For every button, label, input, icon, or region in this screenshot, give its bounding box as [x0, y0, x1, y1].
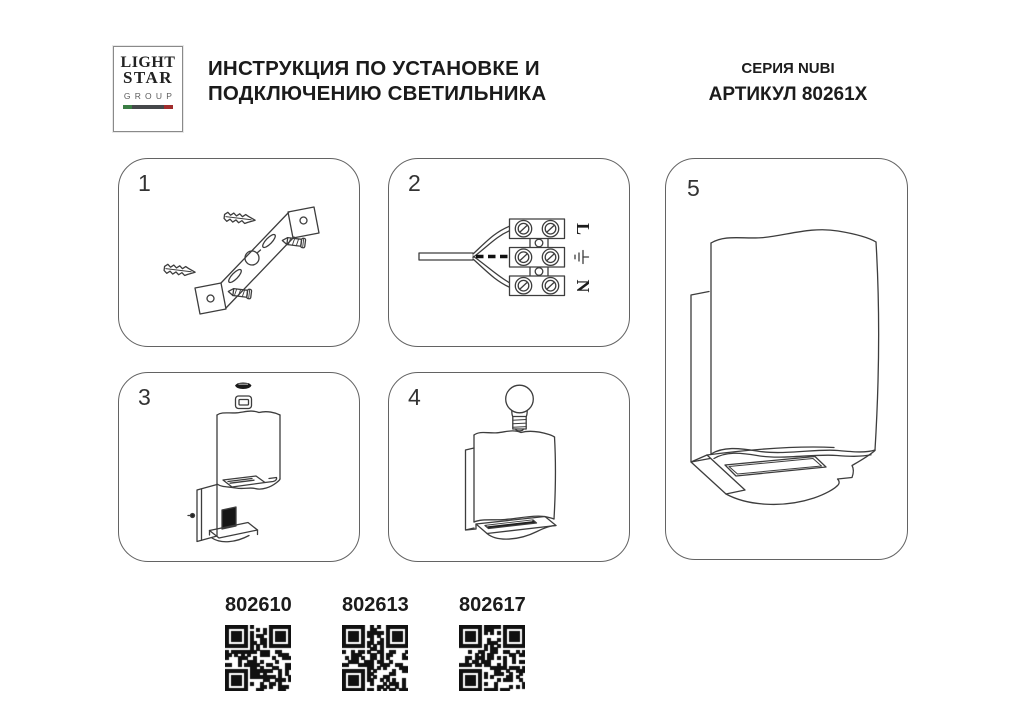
article-label: АРТИКУЛ 80261X [708, 84, 868, 105]
logo-word-star: STAR [122, 68, 174, 87]
step-panel-2 [388, 158, 630, 347]
qr-code [459, 625, 525, 691]
step-panel-1 [118, 158, 360, 347]
wall-dowel-icon [224, 212, 256, 225]
wiring-drawing [389, 159, 629, 346]
title-line-1: ИНСТРУКЦИЯ ПО УСТАНОВКЕ И [208, 57, 540, 80]
step-number: 4 [408, 384, 421, 410]
page-title [208, 57, 546, 106]
light-bulb-icon [506, 385, 534, 431]
product-info [688, 60, 888, 106]
terminal-block-icon [510, 219, 565, 296]
logo-word-light: LIGHT [120, 54, 176, 71]
qr-code [342, 625, 408, 691]
lamp-shade-icon [711, 230, 879, 459]
wall-bracket-icon [188, 485, 258, 542]
step-panel-4 [388, 372, 630, 562]
mounting-bracket-icon [195, 207, 319, 314]
step-panel-5 [665, 158, 908, 560]
screw-icon [228, 287, 252, 299]
step-panel-3 [118, 372, 360, 562]
series-label: СЕРИЯ NUBI [741, 60, 835, 77]
screw-icon [235, 383, 252, 390]
qr-group [225, 594, 291, 691]
article-number: 802610 [225, 594, 292, 616]
cable-icon [419, 226, 510, 288]
article-number: 802613 [342, 594, 409, 616]
live-label: L [572, 222, 593, 236]
qr-group [342, 594, 408, 691]
shade-mounting-drawing [119, 373, 359, 561]
article-number: 802617 [459, 594, 526, 616]
cap-nut-icon [236, 396, 252, 409]
title-line-2: ПОДКЛЮЧЕНИЮ СВЕТИЛЬНИКА [208, 81, 547, 105]
qr-group [459, 594, 525, 691]
step-number: 1 [138, 170, 151, 196]
assembled-luminaire-drawing [666, 159, 907, 559]
lamp-shade-icon [217, 411, 280, 489]
bracket-drawing [119, 159, 359, 346]
step-number: 2 [408, 170, 421, 196]
back-plate-icon [691, 292, 710, 463]
neutral-label: N [572, 279, 593, 293]
ground-icon [575, 251, 589, 264]
logo-word-group: GROUP [123, 91, 177, 101]
bulb-installation-drawing [389, 373, 629, 561]
step-number: 5 [687, 175, 700, 201]
logo-flag-stripe [123, 105, 173, 109]
qr-code [225, 625, 291, 691]
lightstar-logo [113, 46, 183, 132]
mounted-fixture-icon [466, 431, 557, 539]
step-number: 3 [138, 384, 151, 410]
wall-dowel-icon [164, 264, 196, 277]
